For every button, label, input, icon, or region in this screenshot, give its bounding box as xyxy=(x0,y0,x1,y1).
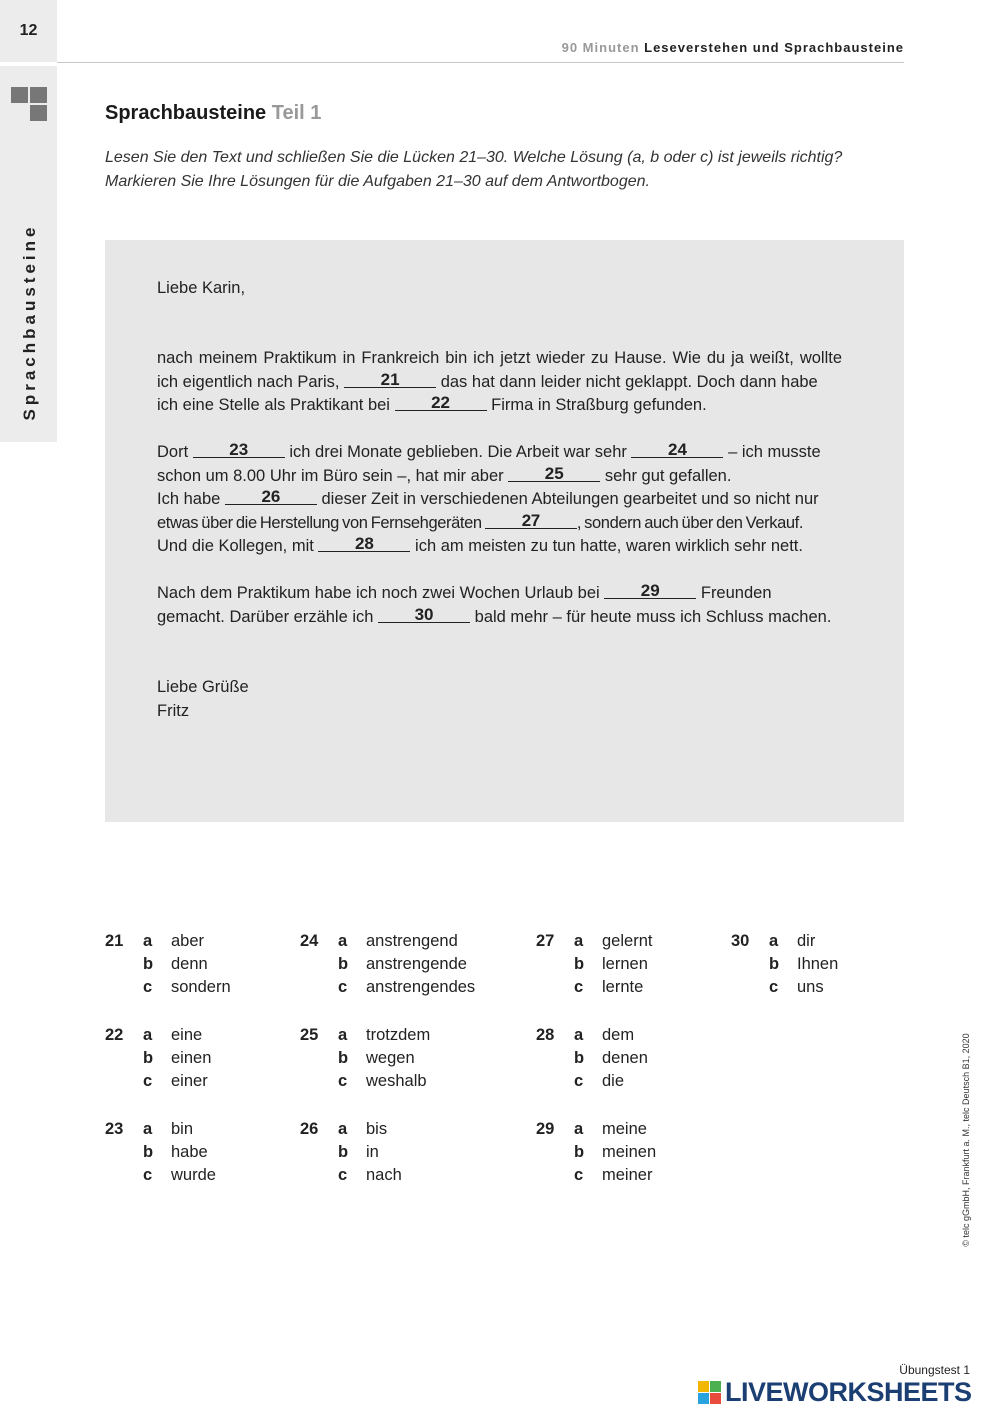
text-segment: ich eigentlich nach Paris, xyxy=(157,372,340,391)
choice-text: anstrengendes xyxy=(366,978,476,996)
choice-letter: b xyxy=(574,955,585,973)
choice-text: wegen xyxy=(366,1049,415,1067)
choice-text: bis xyxy=(366,1120,388,1138)
choice-letter: b xyxy=(574,1143,585,1161)
text-segment: Freunden xyxy=(700,584,772,602)
option-number: 30 xyxy=(731,932,750,950)
choice-letter: a xyxy=(143,1120,153,1138)
choice-letter: c xyxy=(769,978,779,996)
text-segment: schon um 8.00 Uhr im Büro sein –, hat mir aber xyxy=(157,466,504,485)
choice-letter: c xyxy=(338,1072,348,1090)
option-choice[interactable] xyxy=(338,1049,415,1072)
choice-letter: b xyxy=(338,1049,349,1067)
option-choice[interactable] xyxy=(143,1120,193,1143)
option-choice[interactable] xyxy=(338,1072,427,1095)
gap-29[interactable]: 29 xyxy=(604,583,696,599)
letter-line xyxy=(157,394,842,418)
logo-wordmark: LIVEWORKSHEETS xyxy=(725,1377,972,1407)
choice-letter: a xyxy=(143,932,153,950)
choice-text: meiner xyxy=(602,1166,653,1184)
option-choice[interactable] xyxy=(574,978,643,1001)
option-choice[interactable] xyxy=(338,932,458,955)
option-choice[interactable] xyxy=(143,932,204,955)
choice-text: bin xyxy=(171,1120,194,1138)
option-choice[interactable] xyxy=(574,1120,647,1143)
letter-line xyxy=(157,441,842,465)
letter-paragraph-1 xyxy=(157,347,842,418)
letter-greeting: Liebe Karin, xyxy=(157,279,246,297)
text-segment: bald mehr – für heute muss ich Schluss machen. xyxy=(474,607,832,626)
section-icon-square-3 xyxy=(30,105,47,121)
choice-text: dir xyxy=(797,932,816,950)
gap-23[interactable]: 23 xyxy=(193,442,285,458)
option-choice[interactable] xyxy=(574,955,648,978)
text-segment: ich am meisten zu tun hatte, waren wirklich sehr nett. xyxy=(415,537,803,555)
option-number: 29 xyxy=(536,1120,555,1138)
choice-text: habe xyxy=(171,1143,208,1161)
running-header xyxy=(562,40,904,55)
option-number: 21 xyxy=(105,932,124,950)
letter-closing xyxy=(157,676,842,723)
option-number: 28 xyxy=(536,1026,555,1044)
text-segment: sehr gut gefallen. xyxy=(604,466,732,485)
choice-letter: c xyxy=(143,1072,153,1090)
logo-tile xyxy=(698,1381,709,1392)
choice-text: dem xyxy=(602,1026,635,1044)
page-number: 12 xyxy=(19,22,38,39)
letter-line xyxy=(157,535,842,559)
logo-tiles-icon xyxy=(698,1381,721,1404)
gap-22[interactable]: 22 xyxy=(395,395,487,411)
text-segment: etwas über die Herstellung von Fernsehgeräten xyxy=(157,513,482,532)
choice-text: gelernt xyxy=(602,932,653,950)
letter-paragraph-2 xyxy=(157,441,842,559)
choice-letter: a xyxy=(338,1120,348,1138)
option-choice[interactable] xyxy=(769,955,838,978)
choice-text: weshalb xyxy=(366,1072,427,1090)
letter-line xyxy=(157,582,842,606)
letter-text-box xyxy=(105,240,904,822)
running-header-time: 90 Minuten xyxy=(561,40,640,55)
option-choice[interactable] xyxy=(574,1166,652,1189)
text-segment: Und die Kollegen, mit xyxy=(157,537,314,555)
choice-letter: c xyxy=(143,978,153,996)
choice-text: uns xyxy=(797,978,824,996)
text-segment: ich eine Stelle als Praktikant bei xyxy=(157,396,390,414)
choice-text: meinen xyxy=(602,1143,657,1161)
option-number: 25 xyxy=(300,1026,319,1044)
instruction-line-1: Lesen Sie den Text und schließen Sie die Lücken 21–30. Welche Lösung (a, b oder c) ist jeweils richtig? xyxy=(105,149,843,166)
option-number: 26 xyxy=(300,1120,319,1138)
text-segment: dieser Zeit in verschiedenen Abteilungen gearbeitet und so nicht nur xyxy=(321,490,819,508)
choice-letter: c xyxy=(574,978,584,996)
option-number: 23 xyxy=(105,1120,124,1138)
gap-30[interactable]: 30 xyxy=(378,607,470,623)
gap-25[interactable]: 25 xyxy=(508,466,600,482)
letter-line xyxy=(157,465,842,489)
title-main: Sprachbausteine xyxy=(105,102,267,124)
text-segment: ich drei Monate geblieben. Die Arbeit war sehr xyxy=(289,443,627,461)
option-choice[interactable] xyxy=(574,1143,656,1166)
option-choice[interactable] xyxy=(143,1166,216,1189)
choice-letter: a xyxy=(574,1120,584,1138)
text-segment: – ich musste xyxy=(728,443,821,461)
option-choice[interactable] xyxy=(769,978,824,1001)
text-segment: Firma in Straßburg gefunden. xyxy=(491,396,707,414)
option-choice[interactable] xyxy=(143,955,208,978)
gap-28[interactable]: 28 xyxy=(318,536,410,552)
option-choice[interactable] xyxy=(143,978,231,1001)
choice-text: die xyxy=(602,1072,625,1090)
choice-text: meine xyxy=(602,1120,647,1138)
option-choice[interactable] xyxy=(143,1143,208,1166)
choice-letter: a xyxy=(338,1026,348,1044)
option-choice[interactable] xyxy=(143,1049,211,1072)
page-title xyxy=(105,102,321,125)
option-number: 24 xyxy=(300,932,319,950)
logo-tile xyxy=(698,1393,709,1404)
choice-letter: a xyxy=(574,932,584,950)
choice-letter: a xyxy=(769,932,779,950)
closing-line: Liebe Grüße xyxy=(157,678,249,696)
option-choice[interactable] xyxy=(143,1026,202,1049)
choice-letter: a xyxy=(574,1026,584,1044)
letter-paragraph-3 xyxy=(157,582,842,629)
option-choice[interactable] xyxy=(338,1143,379,1166)
choice-text: lernen xyxy=(602,955,648,973)
letter-line xyxy=(157,488,842,512)
letter-line xyxy=(157,512,842,536)
running-header-topic: Leseverstehen und Sprachbausteine xyxy=(644,40,904,55)
option-choice[interactable] xyxy=(338,978,475,1001)
choice-letter: b xyxy=(143,955,154,973)
option-choice[interactable] xyxy=(338,1120,387,1143)
choice-letter: b xyxy=(338,955,349,973)
choice-text: denn xyxy=(171,955,208,973)
choice-text: anstrengende xyxy=(366,955,467,973)
choice-letter: b xyxy=(143,1143,154,1161)
choice-letter: c xyxy=(143,1166,153,1184)
choice-text: trotzdem xyxy=(366,1026,431,1044)
option-choice[interactable] xyxy=(143,1072,208,1095)
instruction-line-2: Markieren Sie Ihre Lösungen für die Aufgaben 21–30 auf dem Antwortbogen. xyxy=(105,173,650,190)
liveworksheets-logo[interactable] xyxy=(698,1377,972,1408)
option-choice[interactable] xyxy=(574,1072,624,1095)
option-choice[interactable] xyxy=(338,1026,430,1049)
gap-26[interactable]: 26 xyxy=(225,489,317,505)
option-choice[interactable] xyxy=(769,932,815,955)
choice-text: eine xyxy=(171,1026,203,1044)
text-segment: , sondern auch über den Verkauf. xyxy=(576,513,804,532)
choice-letter: b xyxy=(338,1143,349,1161)
option-choice[interactable] xyxy=(574,932,652,955)
choice-text: sondern xyxy=(171,978,231,996)
choice-text: lernte xyxy=(602,978,644,996)
section-icon-square-2 xyxy=(30,87,47,103)
choice-text: in xyxy=(366,1143,379,1161)
choice-letter: c xyxy=(574,1166,584,1184)
text-segment: das hat dann leider nicht geklappt. Doch dann habe xyxy=(440,372,818,391)
letter-line xyxy=(157,606,842,630)
option-choice[interactable] xyxy=(574,1026,634,1049)
gap-21[interactable]: 21 xyxy=(344,372,436,388)
choice-text: Ihnen xyxy=(797,955,839,973)
text-segment: Nach dem Praktikum habe ich noch zwei Wochen Urlaub bei xyxy=(157,584,600,602)
section-vertical-label: Sprachbausteine xyxy=(20,223,39,421)
task-instructions xyxy=(105,146,905,194)
text-segment: Dort xyxy=(157,443,189,461)
choice-letter: b xyxy=(143,1049,154,1067)
choice-text: wurde xyxy=(171,1166,216,1184)
option-number: 27 xyxy=(536,932,555,950)
copyright-notice: © telc gGmbH, Frankfurt a. M., telc Deutsch B1, 2020 xyxy=(961,1033,971,1247)
choice-letter: c xyxy=(574,1072,584,1090)
choice-text: einer xyxy=(171,1072,208,1090)
option-choice[interactable] xyxy=(338,955,467,978)
text-segment: Ich habe xyxy=(157,490,221,508)
choice-letter: b xyxy=(574,1049,585,1067)
choice-text: aber xyxy=(171,932,205,950)
logo-tile xyxy=(710,1393,721,1404)
choice-text: anstrengend xyxy=(366,932,458,950)
title-part: Teil 1 xyxy=(271,102,322,124)
letter-line: nach meinem Praktikum in Frankreich bin ich jetzt wieder zu Hause. Wie du ja weißt, wollte xyxy=(157,349,842,367)
logo-tile xyxy=(710,1381,721,1392)
header-rule xyxy=(57,62,904,63)
choice-letter: c xyxy=(338,978,348,996)
choice-letter: a xyxy=(143,1026,153,1044)
text-segment: gemacht. Darüber erzähle ich xyxy=(157,607,374,626)
section-icon-square-1 xyxy=(11,87,28,103)
choice-letter: a xyxy=(338,932,348,950)
letter-line xyxy=(157,371,842,395)
choice-letter: c xyxy=(338,1166,348,1184)
gap-27[interactable]: 27 xyxy=(485,513,577,529)
gap-24[interactable]: 24 xyxy=(631,442,723,458)
signature: Fritz xyxy=(157,701,190,720)
choice-letter: b xyxy=(769,955,780,973)
option-choice[interactable] xyxy=(574,1049,648,1072)
choice-text: denen xyxy=(602,1049,648,1067)
choice-text: nach xyxy=(366,1166,402,1184)
test-label: Übungstest 1 xyxy=(899,1363,970,1377)
choice-text: einen xyxy=(171,1049,212,1067)
option-choice[interactable] xyxy=(338,1166,402,1189)
option-number: 22 xyxy=(105,1026,124,1044)
